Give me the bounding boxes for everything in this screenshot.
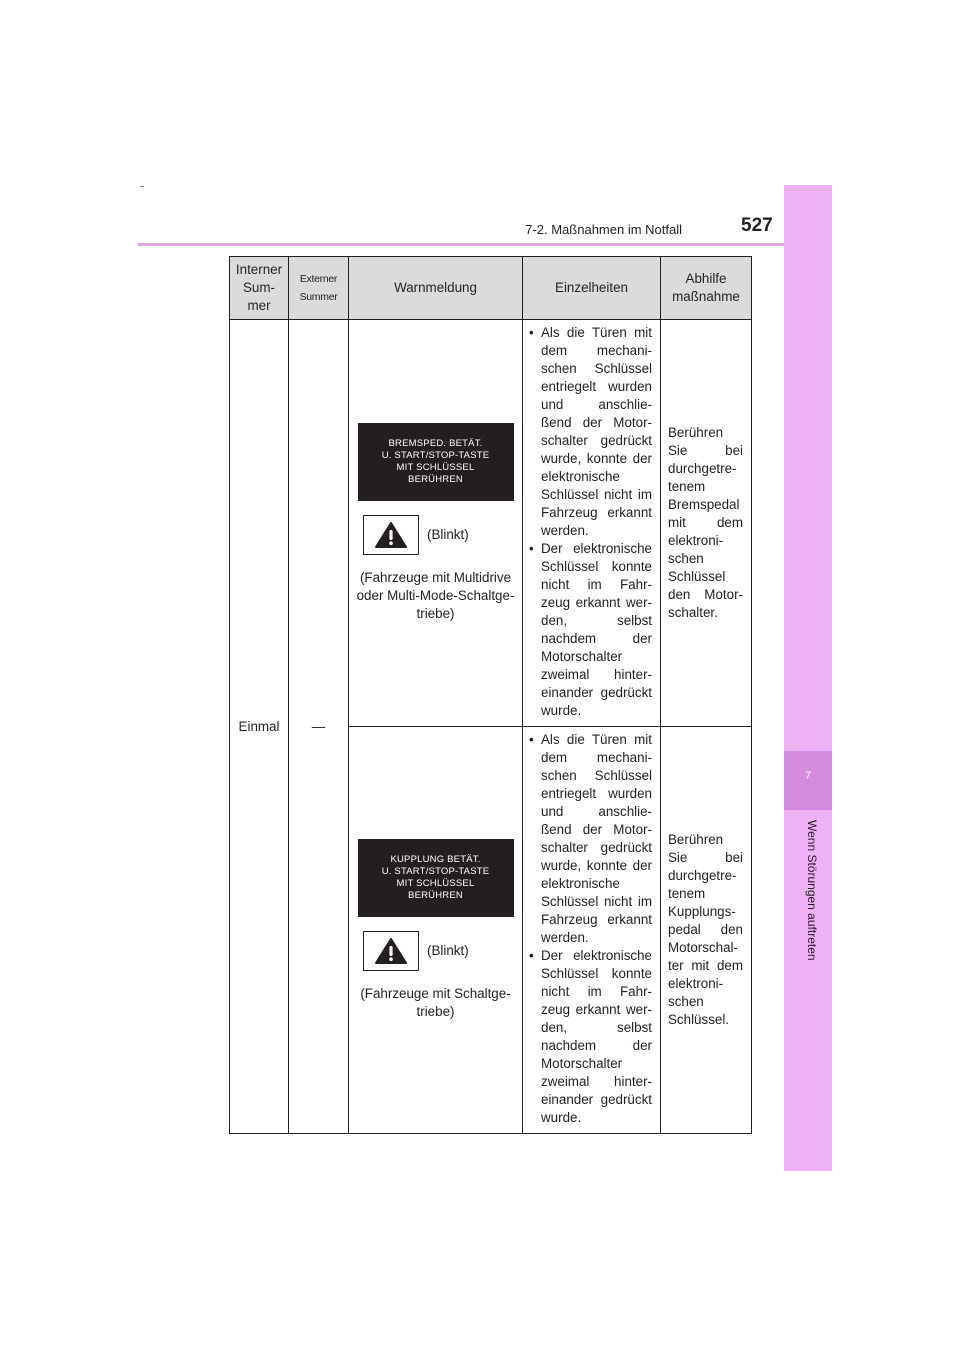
display-line: MIT SCHLÜSSEL <box>396 878 475 889</box>
chapter-side-tab <box>784 185 832 1171</box>
corner-mark <box>140 186 144 187</box>
warning-message-cell <box>349 320 523 727</box>
display-line: BREMSPED. BETÄT. <box>388 438 483 449</box>
display-line: BERÜHREN <box>408 474 463 485</box>
display-line: U. START/STOP-TASTE <box>381 866 490 877</box>
external-buzzer-cell: — <box>289 320 349 1134</box>
details-cell <box>523 320 661 727</box>
header-external-buzzer: Externer Summer <box>289 257 349 320</box>
details-cell <box>523 727 661 1134</box>
warning-icon-box <box>363 515 419 555</box>
warning-triangle-icon <box>374 937 408 965</box>
table-header-row <box>230 257 752 320</box>
header-internal-buzzer: Interner Sum- mer <box>230 257 289 320</box>
vehicle-note: (Fahrzeuge mit Schaltge- triebe) <box>360 986 511 1019</box>
display-line: KUPPLUNG BETÄT. <box>390 854 481 865</box>
remedy-cell: Berühren Sie bei durchgetre- tenem Bremspedal mit dem elektroni- schen Schlüssel den Motor- schalter. <box>661 320 752 727</box>
page-number: 527 <box>741 215 773 236</box>
section-title: 7-2. Maßnahmen im Notfall <box>525 222 682 237</box>
display-message <box>358 423 514 501</box>
header-warning-message: Warnmeldung <box>349 257 523 320</box>
blink-label: (Blinkt) <box>427 943 469 958</box>
header-remedy: Abhilfe maßnahme <box>661 257 752 320</box>
detail-item: • Als die Türen mit dem mechani- schen Schlüssel entriegelt wurden und anschlie- ßend der Motor- schalter gedrückt wurde, konnte der elektronische Schlüssel nicht im Fahrzeug erkannt werden. <box>529 324 652 540</box>
vehicle-note: (Fahrzeuge mit Multidrive oder Multi-Mode-Schaltge- triebe) <box>356 570 515 621</box>
display-line: MIT SCHLÜSSEL <box>396 462 475 473</box>
table-row <box>230 320 752 727</box>
chapter-number: 7 <box>804 770 812 782</box>
internal-buzzer-cell: Einmal <box>230 320 289 1134</box>
remedy-cell: Berühren Sie bei durchgetre- tenem Kupplungs- pedal den Motorschal- ter mit dem elektroni- schen Schlüssel. <box>661 727 752 1134</box>
detail-item: • Der elektronische Schlüssel konnte nicht im Fahr- zeug erkannt wer- den, selbst nachdem der Motorschalter zweimal hinter- einander gedrückt wurde. <box>529 947 652 1127</box>
warning-table <box>229 256 752 1134</box>
blink-label: (Blinkt) <box>427 527 469 542</box>
display-line: U. START/STOP-TASTE <box>381 450 490 461</box>
warning-triangle-icon <box>374 521 408 549</box>
detail-item: • Als die Türen mit dem mechani- schen Schlüssel entriegelt wurden und anschlie- ßend der Motor- schalter gedrückt wurde, konnte der elektronische Schlüssel nicht im Fahrzeug erkannt werden. <box>529 731 652 947</box>
warning-icon-box <box>363 931 419 971</box>
warning-message-cell <box>349 727 523 1134</box>
chapter-title: Wenn Störungen auftreten <box>805 820 819 961</box>
header-rule <box>138 243 832 246</box>
display-line: BERÜHREN <box>408 890 463 901</box>
header-details: Einzelheiten <box>523 257 661 320</box>
warning-indicator <box>363 515 516 555</box>
detail-item: • Der elektronische Schlüssel konnte nicht im Fahr- zeug erkannt wer- den, selbst nachdem der Motorschalter zweimal hinter- einander gedrückt wurde. <box>529 540 652 720</box>
display-message <box>358 839 514 917</box>
warning-indicator <box>363 931 516 971</box>
